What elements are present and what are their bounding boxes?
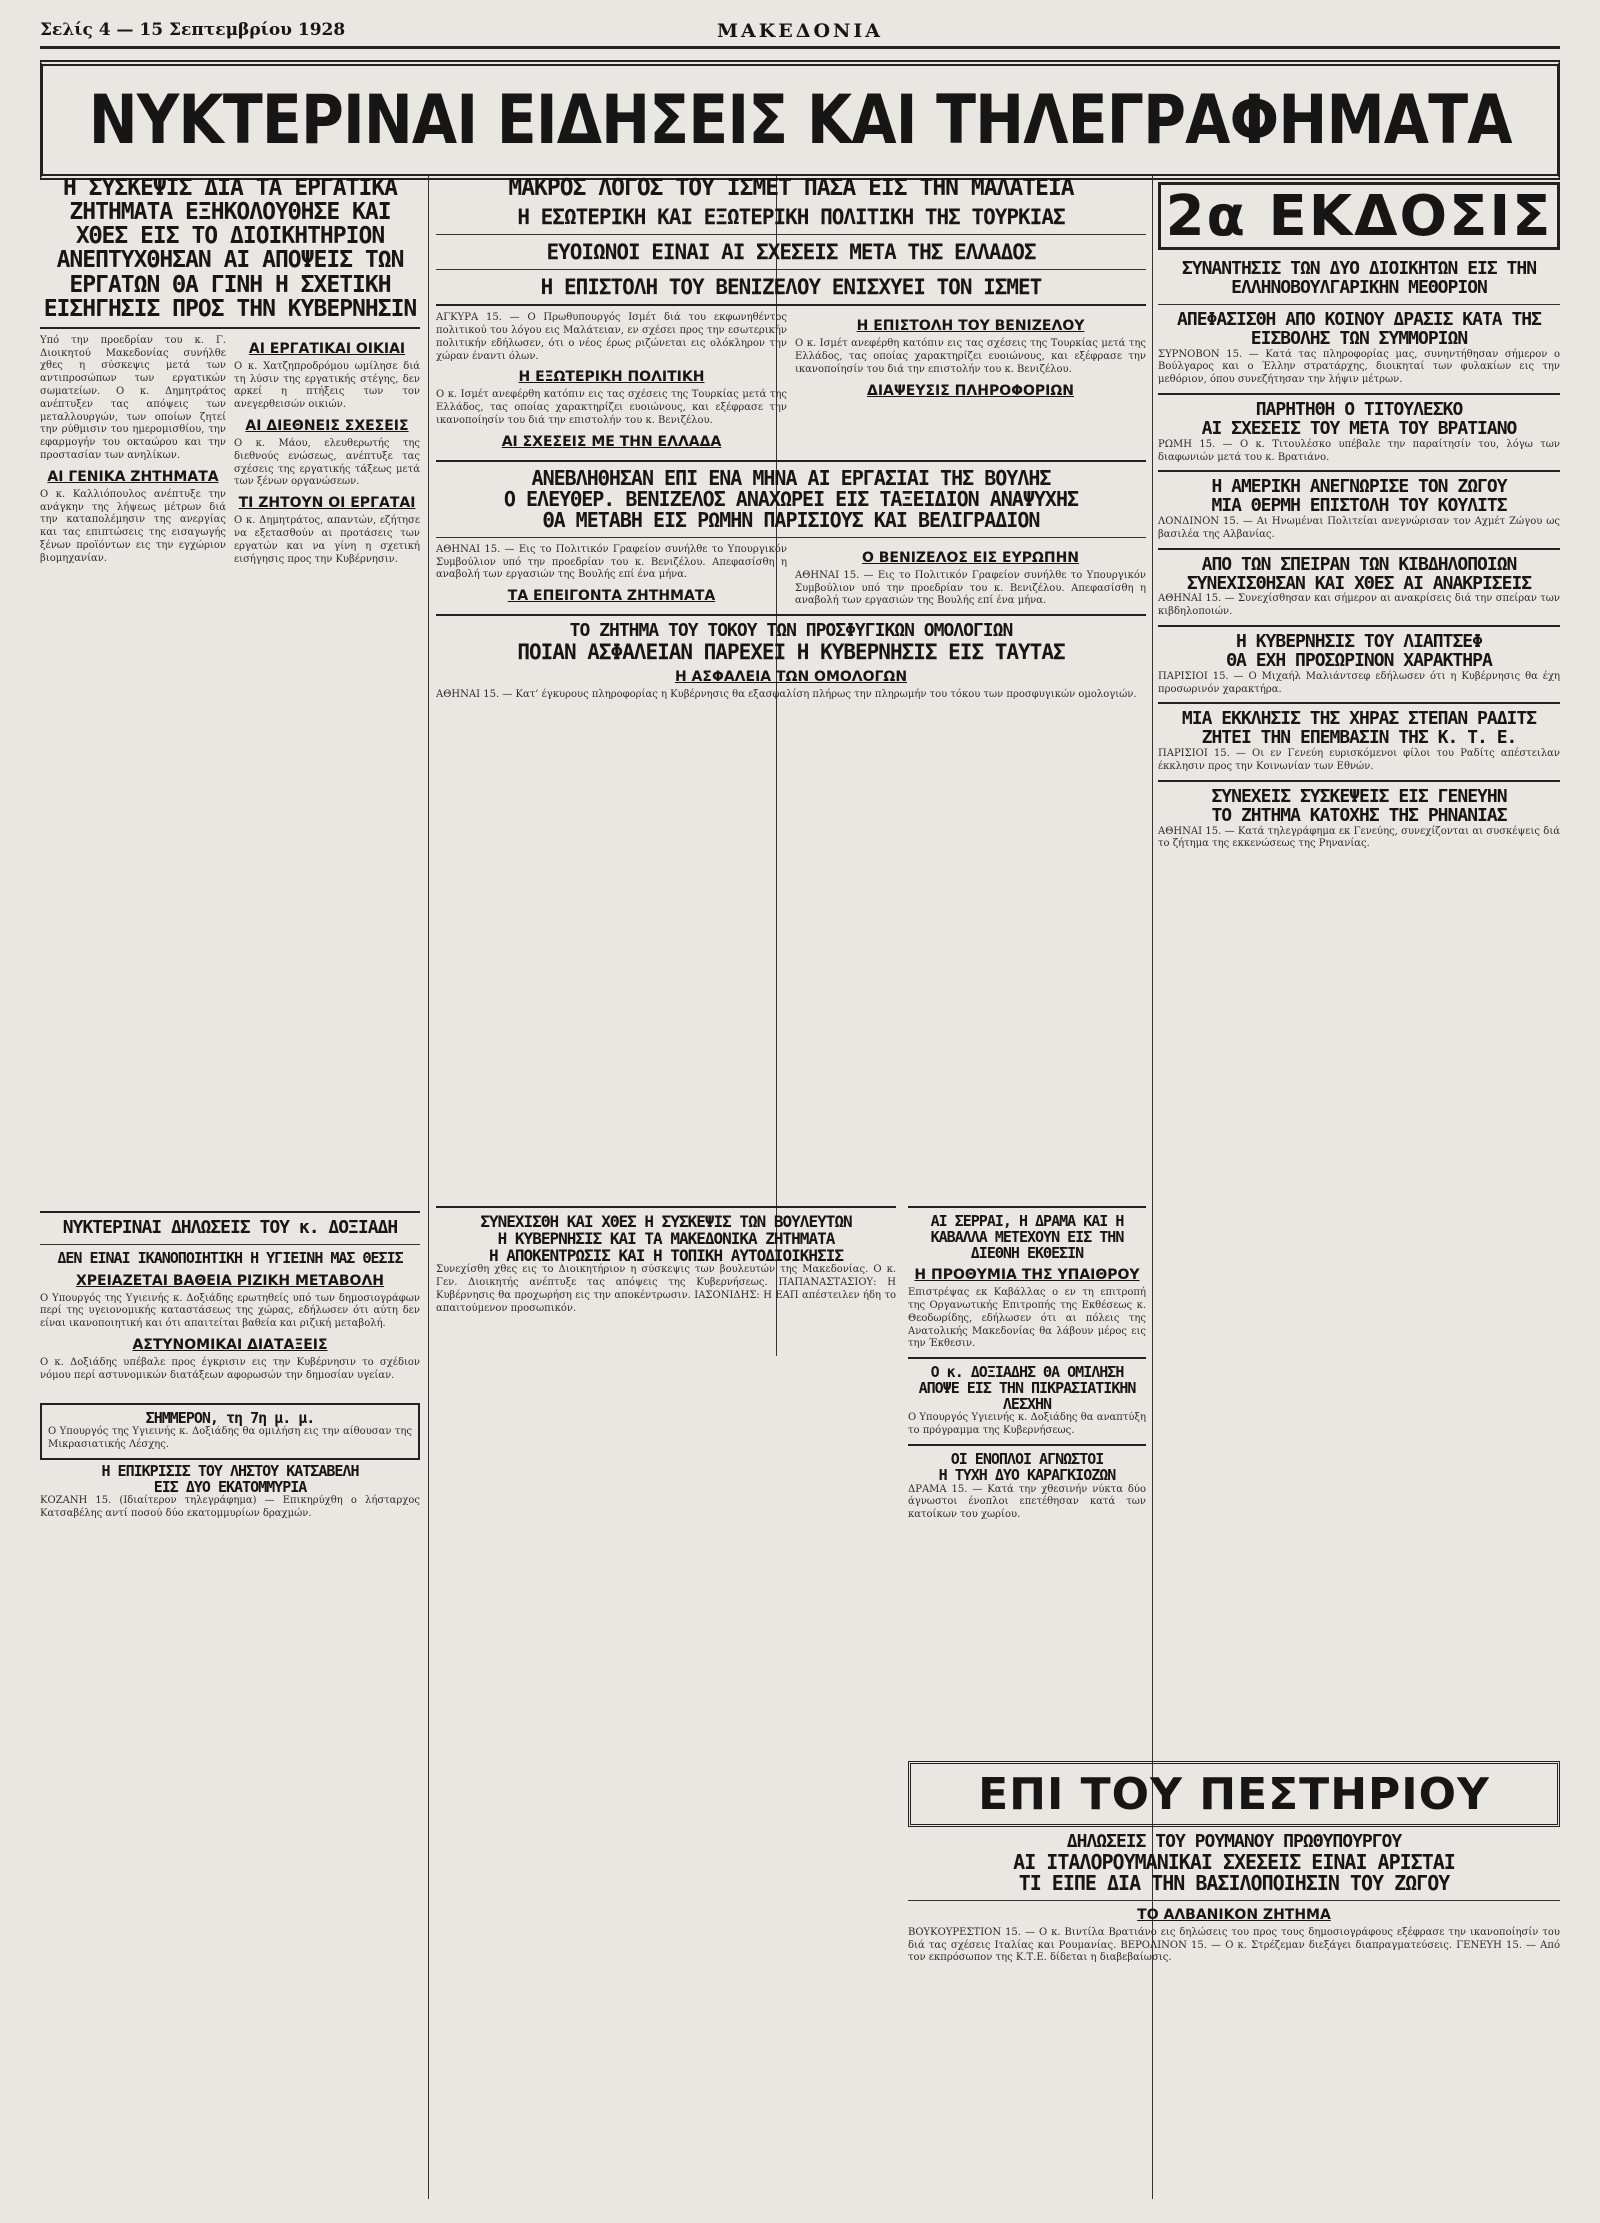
headline: ΘΑ ΜΕΤΑΒΗ ΕΙΣ ΡΩΜΗΝ ΠΑΡΙΣΙΟΥΣ ΚΑΙ ΒΕΛΙΓΡΑΔΙΟΝ	[542, 507, 1040, 532]
doxiadis-article	[40, 1205, 420, 1521]
masthead	[40, 20, 1560, 42]
article-text: Ο κ. Καλλιόπουλος ανέπτυξε την ανάγκην της λήψεως μέτρων διά την καταπολέμησιν της ανεργίας και τας επιπτώσεις της εισαγωγής ξένων προϊόντων εις την εγχώριον βιομηχανίαν.	[40, 488, 226, 564]
subheading: Η ΠΡΟΘΥΜΙΑ ΤΗΣ ΥΠΑΙΘΡΟΥ	[914, 1267, 1140, 1284]
article-text: ΡΩΜΗ 15. — Ο κ. Τιτουλέσκο υπέβαλε την παραίτησίν του, λόγω των διαφωνιών μετά του κ. Βρατιάνο.	[1158, 438, 1560, 463]
subheading: ΑΙ ΔΙΕΘΝΕΙΣ ΣΧΕΣΕΙΣ	[245, 418, 409, 435]
divider	[1158, 625, 1560, 627]
subheading: ΑΙ ΣΧΕΣΕΙΣ ΜΕ ΤΗΝ ΕΛΛΑΔΑ	[501, 433, 722, 450]
notice-text: Ο Υπουργός της Υγιεινής κ. Δοξιάδης θα ομιλήση εις την αίθουσαν της Μικρασιατικής Λέσχης.	[48, 1426, 412, 1451]
headline: ΣΥΝΕΧΙΣΘΗΣΑΝ ΚΑΙ ΧΘΕΣ ΑΙ ΑΝΑΚΡΙΣΕΙΣ	[1186, 572, 1532, 594]
column-rule	[428, 176, 429, 2199]
headline: ΔΗΛΩΣΕΙΣ ΤΟΥ ΡΟΥΜΑΝΟΥ ΠΡΩΘΥΠΟΥΡΓΟΥ	[1066, 1831, 1402, 1852]
article-text: ΑΘΗΝΑΙ 15. — Εις το Πολιτικόν Γραφείον συνήλθε το Υπουργικόν Συμβούλιον υπό την προεδρίαν του κ. Βενιζέλου. Απεφασίσθη η αναβολή των εργασιών της Βουλής επί ένα μήνα.	[436, 543, 787, 581]
headline: ΘΑ ΕΧΗ ΠΡΟΣΩΡΙΝΟΝ ΧΑΡΑΚΤΗΡΑ	[1226, 649, 1492, 671]
article-body	[40, 335, 420, 567]
section-title: ΕΠΙ ΤΟΥ ΠΕΣΤΗΡΙΟΥ	[908, 1761, 1560, 1827]
headline: ΣΥΝΑΝΤΗΣΙΣ ΤΩΝ ΔΥΟ ΔΙΟΙΚΗΤΩΝ ΕΙΣ ΤΗΝ ΕΛΛΗΝΟΒΟΥΛΓΑΡΙΚΗΝ ΜΕΘΟΡΙΟΝ	[1181, 258, 1537, 298]
headline: ΠΟΙΑΝ ΑΣΦΑΛΕΙΑΝ ΠΑΡΕΧΕΙ Η ΚΥΒΕΡΝΗΣΙΣ ΕΙΣ ΤΑΥΤΑΣ	[517, 640, 1065, 665]
article-text: Ο κ. Ισμέτ ανεφέρθη κατόπιν εις τας σχέσεις της Τουρκίας μετά της Ελλάδος, τας οποίας χαρακτηρίζει ευοιώνους, και εξέφρασε την ικανοποίησίν του διά την επιστολήν του κ. Βενιζέλου.	[795, 338, 1146, 375]
deputies-article	[436, 1200, 896, 1316]
divider	[1158, 393, 1560, 395]
divider	[1158, 304, 1560, 305]
headline: ΜΙΑ ΕΚΚΛΗΣΙΣ ΤΗΣ ΧΗΡΑΣ ΣΤΕΠΑΝ ΡΑΔΙΤΣ	[1181, 708, 1537, 730]
headline: ΟΙ ΕΝΟΠΛΟΙ ΑΓΝΩΣΤΟΙ	[950, 1450, 1104, 1469]
article-text: Ο κ. Δοξιάδης υπέβαλε προς έγκρισιν εις την Κυβέρνησιν το σχέδιον νόμου περί αστυνομικών διατάξεων αφορωσών την δημοσίαν υγείαν.	[40, 1357, 420, 1381]
headline: ΜΑΚΡΟΣ ΛΟΓΟΣ ΤΟΥ ΙΣΜΕΤ ΠΑΣΑ ΕΙΣ ΤΗΝ ΜΑΛΑΤΕΙΑ	[508, 176, 1074, 201]
article-text: ΑΘΗΝΑΙ 15. — Κατά τηλεγράφημα εκ Γενεύης, συνεχίζονται αι συσκέψεις διά το ζήτημα της εκκενώσεως της Ρηνανίας.	[1158, 825, 1560, 850]
article-text: ΒΟΥΚΟΥΡΕΣΤΙΟΝ 15. — Ο κ. Βιντίλα Βρατιάνο εις δηλώσεις του προς τους δημοσιογράφους εξέφρασε την ικανοποίησίν του διά τας σχέσεις Ιταλίας και Ρουμανίας. ΒΕΡΟΛΙΝΟΝ 15. — Ο κ. Στρέζεμαν διεξάγει διαπραγματεύσεις. ΓΕΝΕΥΗ 15. — Από τον εκπρόσωπον της Κ.Τ.Ε. δίδεται η διαβεβαίωσις.	[908, 1926, 1560, 1964]
subheading: Η ΕΠΙΣΤΟΛΗ ΤΟΥ ΒΕΝΙΖΕΛΟΥ	[856, 318, 1085, 335]
article-body	[436, 544, 1146, 608]
subheading: ΤΙ ΖΗΤΟΥΝ ΟΙ ΕΡΓΑΤΑΙ	[238, 495, 416, 512]
article-text: Ο κ. Ισμέτ ανεφέρθη κατόπιν εις τας σχέσεις της Τουρκίας μετά της Ελλάδος, τας οποίας χαρακτηρίζει ευοιώνους, και εξέφρασε την ικανοποίησίν του διά την επιστολήν του κ. Βενιζέλου.	[436, 389, 787, 427]
divider	[908, 1444, 1146, 1446]
article-text: ΠΑΡΙΣΙΟΙ 15. — Ο Μιχαήλ Μαλιάντσεφ εδήλωσεν ότι η Κυβέρνησις θα έχη προσωρινόν χαρακτήρα.	[1158, 670, 1560, 695]
divider	[908, 1206, 1146, 1208]
headline: ΑΙ ΣΕΡΡΑΙ, Η ΔΡΑΜΑ ΚΑΙ Η ΚΑΒΑΛΛΑ ΜΕΤΕΧΟΥΝ ΕΙΣ ΤΗΝ ΔΙΕΘΝΗ ΕΚΘΕΣΙΝ	[930, 1212, 1124, 1262]
headline: ΝΥΚΤΕΡΙΝΑΙ ΔΗΛΩΣΕΙΣ ΤΟΥ κ. ΔΟΞΙΑΔΗ	[62, 1217, 398, 1238]
headline: ΠΑΡΗΤΗΘΗ Ο ΤΙΤΟΥΛΕΣΚΟ	[1255, 398, 1463, 420]
headline: ΑΠΟ ΤΩΝ ΣΠΕΙΡΑΝ ΤΩΝ ΚΙΒΔΗΛΟΠΟΙΩΝ	[1201, 553, 1517, 575]
divider	[436, 269, 1146, 270]
article-text: ΑΓΚΥΡΑ 15. — Ο Πρωθυπουργός Ισμέτ διά του εκφωνηθέντος πολιτικού του λόγου εις Μαλάτειαν, εν σχέσει προς την εσωτερικήν πολιτικήν εδήλωσεν, ότι ο νέος έρως ριζώνεται εις ολόκληρον την χώραν έναντι όλων.	[436, 312, 787, 362]
divider	[1158, 780, 1560, 782]
article-text: ΑΘΗΝΑΙ 15. — Κατ’ έγκυρους πληροφορίας η Κυβέρνησις θα εξασφαλίση πλήρως την πληρωμήν του τόκου των προσφυγικών ομολογιών.	[436, 689, 1137, 701]
second-edition-label: 2α ΕΚΔΟΣΙΣ	[1158, 182, 1560, 250]
center-column	[436, 176, 1146, 1176]
article-text: ΚΟΖΑΝΗ 15. (Ιδιαίτερον τηλεγράφημα) — Επικηρύχθη ο λήσταρχος Κατσαβέλης αντί ποσού δύο εκατομμυρίων δραχμών.	[40, 1495, 420, 1520]
headline: ΑΠΕΦΑΣΙΣΘΗ ΑΠΟ ΚΟΙΝΟΥ ΔΡΑΣΙΣ ΚΑΤΑ ΤΗΣ ΕΙΣΒΟΛΗΣ ΤΩΝ ΣΥΜΜΟΡΙΩΝ	[1177, 308, 1541, 349]
subheading: ΤΟ ΑΛΒΑΝΙΚΟΝ ΖΗΤΗΜΑ	[1137, 1906, 1331, 1923]
banner-title: ΝΥΚΤΕΡΙΝΑΙ ΕΙΔΗΣΕΙΣ ΚΑΙ ΤΗΛΕΓΡΑΦΗΜΑΤΑ	[88, 80, 1512, 160]
notice-box	[40, 1403, 420, 1460]
headline: Ο κ. ΔΟΞΙΑΔΗΣ ΘΑ ΟΜΙΛΗΣΗ ΑΠΟΨΕ ΕΙΣ ΤΗΝ ΠΙΚΡΑΣΙΑΤΙΚΗΝ ΛΕΣΧΗΝ	[918, 1363, 1136, 1413]
divider	[908, 1900, 1560, 1901]
headline: ΤΟ ΖΗΤΗΜΑ ΤΟΥ ΤΟΚΟΥ ΤΩΝ ΠΡΟΣΦΥΓΙΚΩΝ ΟΜΟΛΟΓΙΩΝ	[569, 620, 1013, 642]
subheading: ΑΙ ΓΕΝΙΚΑ ΖΗΤΗΜΑΤΑ	[47, 468, 219, 485]
masthead-rule	[40, 46, 1560, 49]
article-text: ΔΡΑΜΑ 15. — Κατά την χθεσινήν νύκτα δύο άγνωστοι ένοπλοι επετέθησαν κατά των κατοίκων του χωρίου.	[908, 1483, 1146, 1521]
article-body	[436, 312, 1146, 454]
subheading: ΑΙ ΕΡΓΑΤΙΚΑΙ ΟΙΚΙΑΙ	[248, 340, 406, 357]
subheading: Η ΑΣΦΑΛΕΙΑ ΤΩΝ ΟΜΟΛΟΓΩΝ	[674, 669, 908, 686]
article-text: ΑΘΗΝΑΙ 15. — Συνεχίσθησαν και σήμερον αι ανακρίσεις διά την σπείραν των κιβδηλοποιών.	[1158, 593, 1560, 618]
issue-date: Σελίς 4 — 15 Σεπτεμβρίου 1928	[40, 20, 346, 40]
article-text: Ο κ. Χατζηπροδρόμου ωμίλησε διά τη λύσιν της εργατικής στέγης, δεν αρκεί η πτήξεις των τον ανεγερθεισών οικιών.	[234, 360, 420, 411]
headline: ΤΟ ΖΗΤΗΜΑ ΚΑΤΟΧΗΣ ΤΗΣ ΡΗΝΑΝΙΑΣ	[1211, 804, 1507, 826]
article-text: Υπό την προεδρίαν του κ. Γ. Διοικητού Μακεδονίας συνήλθε χθες η σύσκεψις μετά των αντιπροσώπων των εργατικών σωματείων. Ο κ. Δημητράτος ανέπτυξεν τας απόψεις των μεταλλουργών, των οποίων ζητεί την ρύθμισιν του ημερομισθίου, την εφαρμογήν του οκταώρου και την προστασίαν των ανηλίκων.	[40, 334, 226, 462]
exhibition-article	[908, 1200, 1146, 1522]
headline: ΕΥΟΙΩΝΟΙ ΕΙΝΑΙ ΑΙ ΣΧΕΣΕΙΣ ΜΕΤΑ ΤΗΣ ΕΛΛΑΔΟΣ	[546, 240, 1036, 265]
article-text: Συνεχίσθη χθες εις το Διοικητήριον η σύσκεψις των βουλευτών της Μακεδονίας. Ο κ. Γεν. Διοικητής ανέπτυξε τας απόψεις της Κυβερνήσεως. ΠΑΠΑΝΑΣΤΑΣΙΟΥ: Η Κυβέρνησις θα προχωρήση εις την αποκέντρωσιν. ΙΑΣΟΝΙΔΗΣ: Η ΕΑΠ απέστειλεν ήδη το απαιτούμενον προσωπικόν.	[436, 1264, 896, 1314]
headline: ΑΝΕΒΛΗΘΗΣΑΝ ΕΠΙ ΕΝΑ ΜΗΝΑ ΑΙ ΕΡΓΑΣΙΑΙ ΤΗΣ ΒΟΥΛΗΣ	[531, 465, 1051, 490]
headline: ΣΥΝΕΧΕΙΣ ΣΥΣΚΕΨΕΙΣ ΕΙΣ ΓΕΝΕΥΗΝ	[1211, 785, 1507, 807]
divider	[436, 614, 1146, 616]
headline: Η ΚΥΒΕΡΝΗΣΙΣ ΚΑΙ ΤΑ ΜΑΚΕΔΟΝΙΚΑ ΖΗΤΗΜΑΤΑ	[497, 1228, 835, 1248]
subheading: ΧΡΕΙΑΖΕΤΑΙ ΒΑΘΕΙΑ ΡΙΖΙΚΗ ΜΕΤΑΒΟΛΗ	[75, 1272, 384, 1289]
subheading: Ο ΒΕΝΙΖΕΛΟΣ ΕΙΣ ΕΥΡΩΠΗΝ	[861, 549, 1080, 566]
headline: Η ΕΠΙΚΡΙΣΙΣ ΤΟΥ ΛΗΣΤΟΥ ΚΑΤΣΑΒΕΛΗ	[101, 1461, 359, 1480]
headline: ΖΗΤΕΙ ΤΗΝ ΕΠΕΜΒΑΣΙΝ ΤΗΣ Κ. Τ. Ε.	[1201, 727, 1517, 749]
headline: ΑΙ ΙΤΑΛΟΡΟΥΜΑΝΙΚΑΙ ΣΧΕΣΕΙΣ ΕΙΝΑΙ ΑΡΙΣΤΑΙ	[1013, 1849, 1455, 1874]
subheading: ΤΑ ΕΠΕΙΓΟΝΤΑ ΖΗΤΗΜΑΤΑ	[507, 588, 716, 605]
divider	[40, 1211, 420, 1213]
notice-title: ΣΗΜΜΕΡΟΝ, τη 7η μ. μ.	[145, 1408, 315, 1427]
headline: Η ΚΥΒΕΡΝΗΣΙΣ ΤΟΥ ΛΙΑΠΤΣΕΦ	[1236, 631, 1482, 653]
divider	[40, 1244, 420, 1245]
divider	[436, 234, 1146, 235]
headline: Η ΕΠΙΣΤΟΛΗ ΤΟΥ ΒΕΝΙΖΕΛΟΥ ΕΝΙΣΧΥΕΙ ΤΟΝ ΙΣΜΕΤ	[540, 275, 1042, 300]
divider	[908, 1357, 1146, 1359]
divider	[1158, 470, 1560, 472]
headline: Η ΑΠΟΚΕΝΤΡΩΣΙΣ ΚΑΙ Η ΤΟΠΙΚΗ ΑΥΤΟΔΙΟΙΚΗΣΙΣ	[489, 1245, 843, 1265]
article-text: Επιστρέψας εκ Καβάλλας ο εν τη επιτροπή της Οργανωτικής Επιτροπής της Εκθέσεως κ. Θεοδωρίδης, εδήλωσεν ότι αι πόλεις της Ανατολικής Μακεδονίας θα λάβουν μέρος εις την Έκθεσιν.	[908, 1287, 1146, 1350]
divider	[1158, 702, 1560, 704]
section-banner	[40, 60, 1560, 180]
headline: Η ΑΜΕΡΙΚΗ ΑΝΕΓΝΩΡΙΣΕ ΤΟΝ ΖΩΓΟΥ	[1211, 476, 1507, 498]
pestirio-section	[908, 1755, 1560, 1965]
subheading: ΑΣΤΥΝΟΜΙΚΑΙ ΔΙΑΤΑΞΕΙΣ	[132, 1337, 328, 1354]
article-text: Ο κ. Μάου, ελευθερωτής της διεθνούς ενώσεως, ανέπτυξε τας σχέσεις της εργατικής τάξεως μετά των ξένων οργανώσεων.	[234, 438, 420, 488]
article-text: Ο Υπουργός Υγιεινής κ. Δοξιάδης θα αναπτύξη το πρόγραμμα της Κυβερνήσεως.	[908, 1412, 1146, 1437]
subheading: ΔΙΑΨΕΥΣΙΣ ΠΛΗΡΟΦΟΡΙΩΝ	[866, 382, 1074, 399]
article-text: ΛΟΝΔΙΝΟΝ 15. — Αι Ηνωμέναι Πολιτείαι ανεγνώρισαν τον Αχμέτ Ζώγου ως βασιλέα της Αλβανίας.	[1158, 516, 1560, 540]
headline: ΑΙ ΣΧΕΣΕΙΣ ΤΟΥ ΜΕΤΑ ΤΟΥ ΒΡΑΤΙΑΝΟ	[1201, 417, 1517, 439]
newspaper-name: ΜΑΚΕΔΟΝΙΑ	[716, 20, 884, 42]
headline: ΜΙΑ ΘΕΡΜΗ ΕΠΙΣΤΟΛΗ ΤΟΥ ΚΟΥΛΙΤΣ	[1211, 495, 1507, 517]
divider	[40, 327, 420, 329]
headline: Η ΕΣΩΤΕΡΙΚΗ ΚΑΙ ΕΞΩΤΕΡΙΚΗ ΠΟΛΙΤΙΚΗ ΤΗΣ ΤΟΥΡΚΙΑΣ	[517, 205, 1065, 230]
headline: Η ΣΥΣΚΕΨΙΣ ΔΙΑ ΤΑ ΕΡΓΑΤΙΚΑ ΖΗΤΗΜΑΤΑ ΕΞΗΚΟΛΟΥΘΗΣΕ ΚΑΙ ΧΘΕΣ ΕΙΣ ΤΟ ΔΙΟΙΚΗΤΗΡΙΟΝ ΑΝΕΠΤΥΧΘΗΣΑΝ ΑΙ ΑΠΟΨΕΙΣ ΤΩΝ ΕΡΓΑΤΩΝ ΘΑ ΓΙΝΗ Η ΣΧΕΤΙΚΗ ΕΙΣΗΓΗΣΙΣ ΠΡΟΣ ΤΗΝ ΚΥΒΕΡΝΗΣΙΝ	[43, 176, 417, 322]
article-text: Ο Υπουργός της Υγιεινής κ. Δοξιάδης ερωτηθείς υπό των δημοσιογράφων περί της υγειονομικής καταστάσεως της χώρας, εδήλωσεν ότι αύτη δεν είναι ικανοποιητική και ότι απαιτείται βαθεία και ριζική μεταβολή.	[40, 1292, 420, 1330]
headline: ΤΙ ΕΙΠΕ ΔΙΑ ΤΗΝ ΒΑΣΙΛΟΠΟΙΗΣΙΝ ΤΟΥ ΖΩΓΟΥ	[1018, 1870, 1450, 1895]
headline: ΣΥΝΕΧΙΣΘΗ ΚΑΙ ΧΘΕΣ Η ΣΥΣΚΕΨΙΣ ΤΩΝ ΒΟΥΛΕΥΤΩΝ	[480, 1212, 852, 1231]
article-text: ΣΥΡΝΟΒΟΝ 15. — Κατά τας πληροφορίας μας, συνηντήθησαν σήμερον ο Βούλγαρος και ο Έλλην στρατάρχης, διοικηταί των φυλακίων εις την μεθόριον, όπου συνεζήτησαν την λήψιν μέτρων.	[1158, 348, 1560, 386]
divider	[436, 460, 1146, 462]
column-1	[40, 176, 420, 1276]
divider	[436, 304, 1146, 306]
article-text: ΠΑΡΙΣΙΟΙ 15. — Οι εν Γενεύη ευρισκόμενοι φίλοι του Ραδίτς απέστειλαν έκκλησιν προς την Κοινωνίαν των Εθνών.	[1158, 748, 1560, 773]
divider	[1158, 548, 1560, 550]
divider	[436, 1206, 896, 1208]
article-text: Ο κ. Δημητράτος, απαντών, εζήτησε να εξετασθούν αι προτάσεις των εργατών και να γίνη η σχετική εισήγησις προς την Κυβέρνησιν.	[234, 515, 420, 565]
headline: Ο ΕΛΕΥΘΕΡ. ΒΕΝΙΖΕΛΟΣ ΑΝΑΧΩΡΕΙ ΕΙΣ ΤΑΞΕΙΔΙΟΝ ΑΝΑΨΥΧΗΣ	[503, 486, 1079, 511]
headline: Η ΤΥΧΗ ΔΥΟ ΚΑΡΑΓΚΙΟΖΩΝ	[938, 1465, 1116, 1484]
headline: ΕΙΣ ΔΥΟ ΕΚΑΤΟΜΜΥΡΙΑ	[153, 1477, 307, 1496]
article-text: ΑΘΗΝΑΙ 15. — Εις το Πολιτικόν Γραφείον συνήλθε το Υπουργικόν Συμβούλιον υπό την προεδρίαν του κ. Βενιζέλου. Απεφασίσθη η αναβολή των εργασιών της Βουλής επί ένα μήνα.	[795, 569, 1146, 607]
headline: ΔΕΝ ΕΙΝΑΙ ΙΚΑΝΟΠΟΙΗΤΙΚΗ Η ΥΓΙΕΙΝΗ ΜΑΣ ΘΕΣΙΣ	[57, 1248, 403, 1267]
subheading: Η ΕΞΩΤΕΡΙΚΗ ΠΟΛΙΤΙΚΗ	[518, 369, 705, 386]
divider	[436, 537, 1146, 538]
